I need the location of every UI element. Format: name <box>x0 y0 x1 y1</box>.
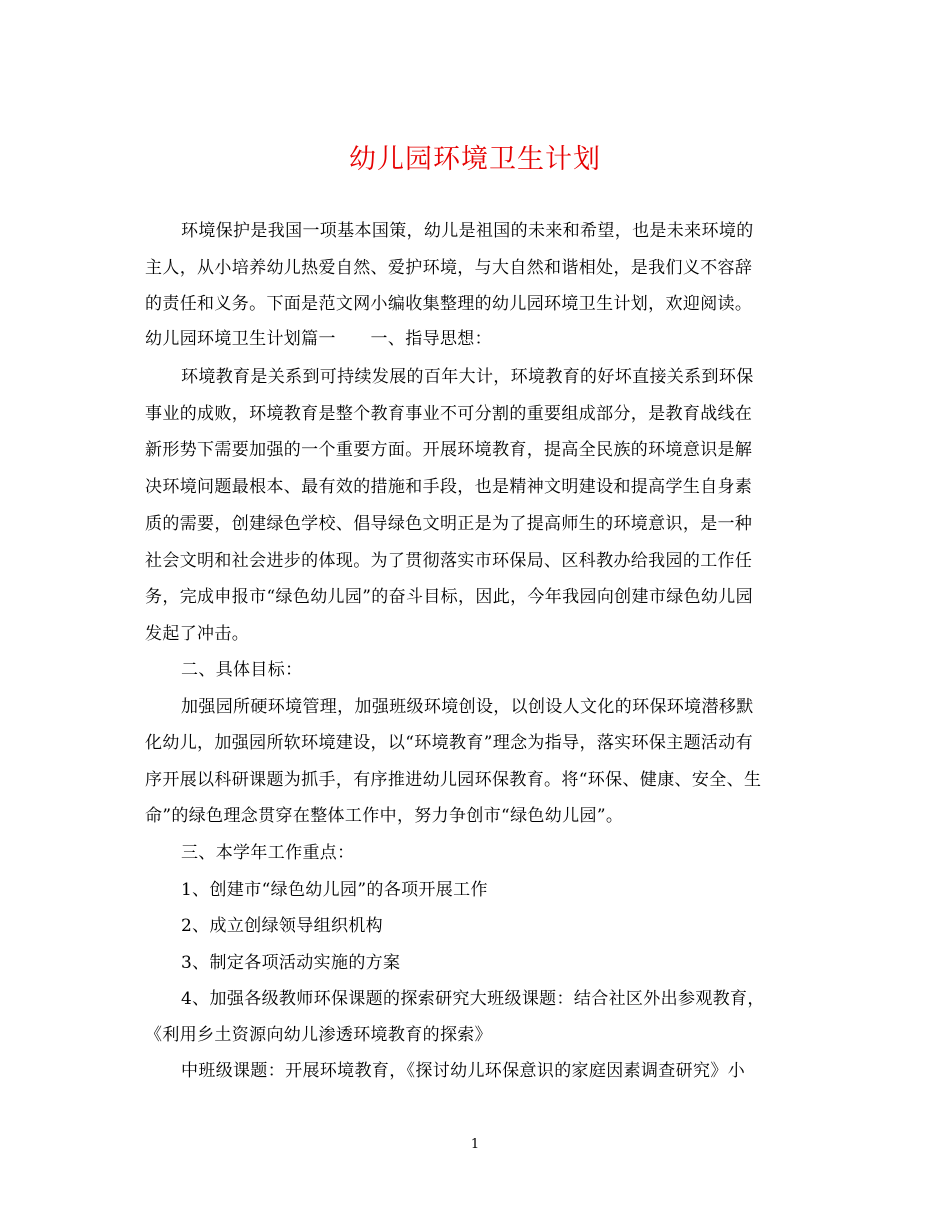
body-line: 命”的绿色理念贯穿在整体工作中，努力争创市“绿色幼儿园”。 <box>145 806 624 826</box>
body-line: 发起了冲击。 <box>145 624 250 644</box>
section-heading: 幼儿园环境卫生计划篇一 一、指导思想： <box>145 329 492 349</box>
body-line: 务，完成申报市“绿色幼儿园”的奋斗目标，因此，今年我园向创建市绿色幼儿园 <box>145 587 753 607</box>
body-line: 加强园所硬环境管理，加强班级环境创设，以创设人文化的环保环境潜移默 <box>181 697 754 717</box>
body-line: 社会文明和社会进步的体现。为了贯彻落实市环保局、区科教办给我园的工作任 <box>145 551 753 571</box>
body-line: 序开展以科研课题为抓手，有序推进幼儿园环保教育。将“环保、健康、安全、生 <box>145 770 762 790</box>
body-line: 环境保护是我国一项基本国策，幼儿是祖国的未来和希望，也是未来环境的 <box>181 221 754 241</box>
list-item: 2、成立创绿领导组织机构 <box>181 916 384 936</box>
page-number: 1 <box>470 1137 480 1152</box>
body-line: 主人，从小培养幼儿热爱自然、爱护环境，与大自然和谐相处，是我们义不容辞 <box>145 258 753 278</box>
section-heading: 三、本学年工作重点： <box>181 843 355 863</box>
body-line: 质的需要，创建绿色学校、倡导绿色文明正是为了提高师生的环境意识，是一种 <box>145 514 753 534</box>
section-heading: 二、具体目标： <box>181 660 303 680</box>
body-line: 中班级课题：开展环境教育，《探讨幼儿环保意识的家庭因素调查研究》小 <box>181 1061 746 1081</box>
body-line: 事业的成败，环境教育是整个教育事业不可分割的重要组成部分，是教育战线在 <box>145 404 753 424</box>
list-item: 1、创建市“绿色幼儿园”的各项开展工作 <box>181 880 488 900</box>
body-line: 决环境问题最根本、最有效的措施和手段，也是精神文明建设和提高学生自身素 <box>145 477 753 497</box>
body-line: 的责任和义务。下面是范文网小编收集整理的幼儿园环境卫生计划，欢迎阅读。 <box>145 294 753 314</box>
list-item: 3、制定各项活动实施的方案 <box>181 953 401 973</box>
document-title: 幼儿园环境卫生计划 <box>349 144 601 175</box>
list-item: 4、加强各级教师环保课题的探索研究大班级课题：结合社区外出参观教育， <box>181 989 765 1009</box>
body-line: 新形势下需要加强的一个重要方面。开展环境教育，提高全民族的环境意识是解 <box>145 440 753 460</box>
body-line: 《利用乡土资源向幼儿渗透环境教育的探索》 <box>145 1025 492 1045</box>
body-line: 环境教育是关系到可持续发展的百年大计，环境教育的好坏直接关系到环保 <box>181 367 754 387</box>
body-line: 化幼儿，加强园所软环境建设，以“环境教育”理念为指导，落实环保主题活动有 <box>145 733 753 753</box>
